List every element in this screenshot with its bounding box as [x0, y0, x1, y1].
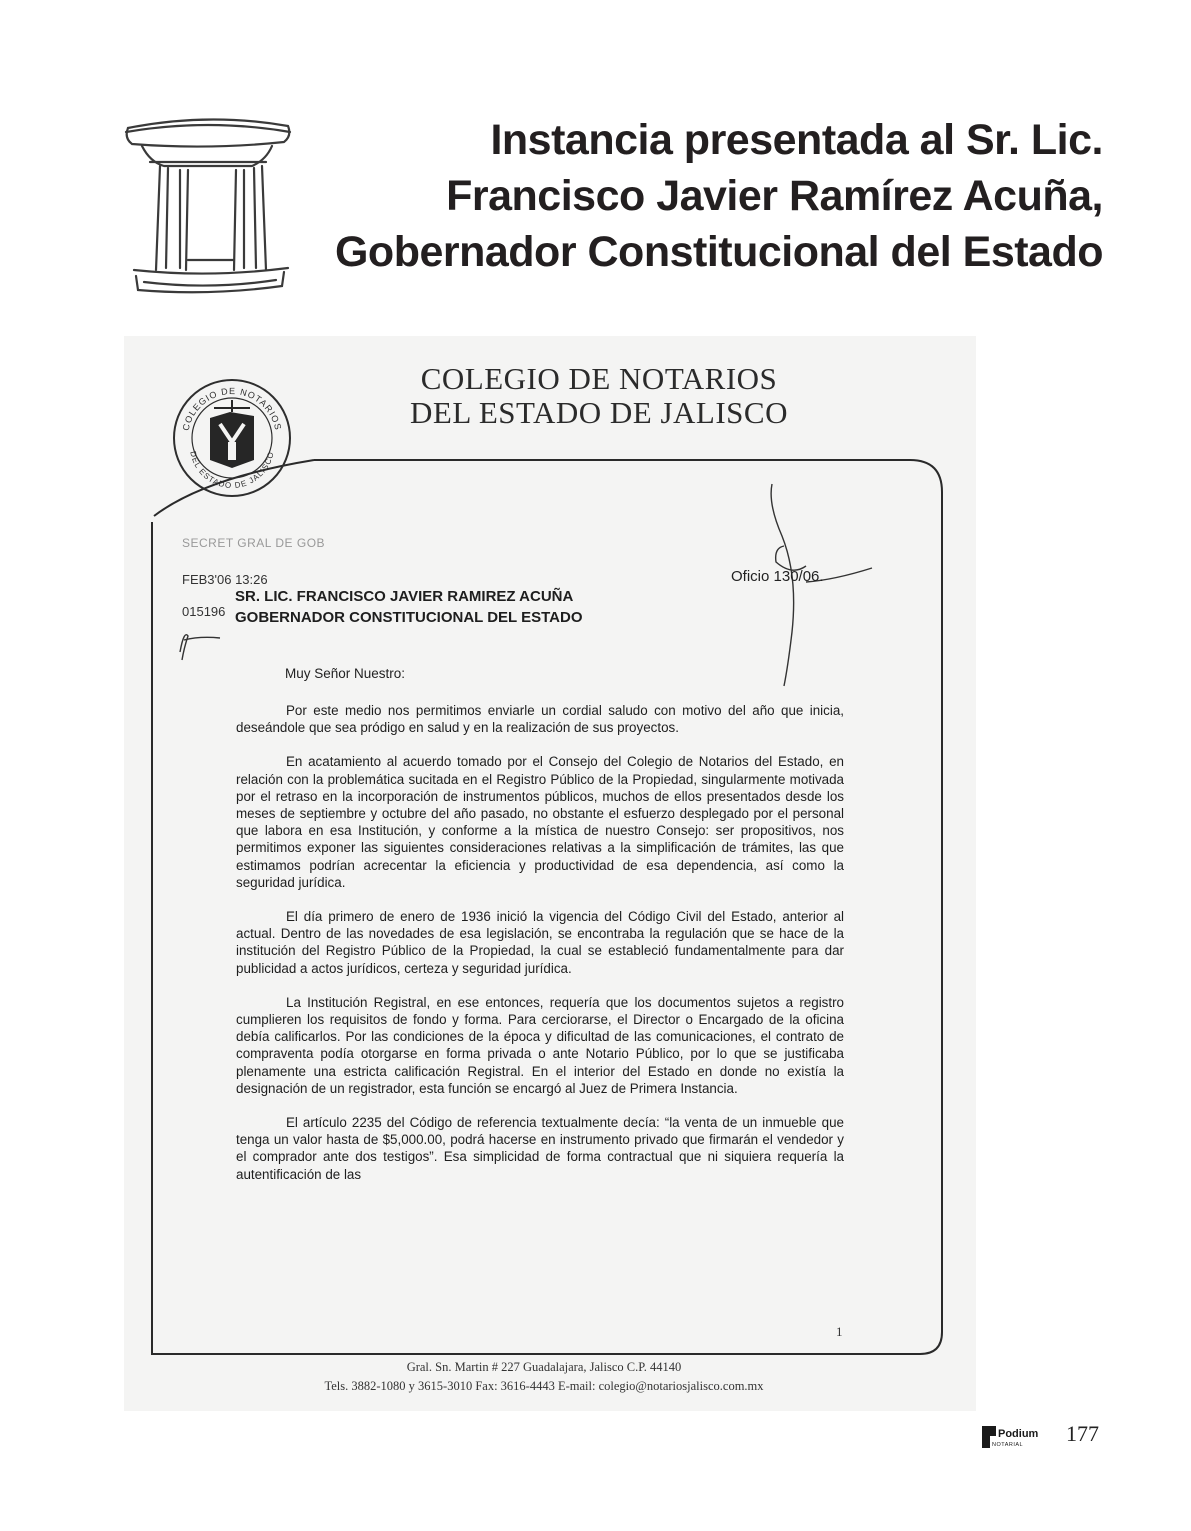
page-title [323, 112, 1103, 280]
letter-page-number: 1 [836, 1324, 843, 1339]
salutation: Muy Señor Nuestro: [285, 666, 406, 681]
signature-check [771, 484, 806, 686]
scanned-letter [124, 336, 976, 1411]
logo-text: Podium [998, 1428, 1039, 1440]
paragraph: El día primero de enero de 1936 inició la vigencia del Código Civil del Estado, anterior al actual. Dentro de las novedades de esa legislación, se encontraba la regulación que se hace de la institución del Registro Público de la Propiedad, la cual se estableció fundamentalmente para dar publicidad a actos jurídicos, certeza y seguridad jurídica. [236, 909, 844, 976]
seal-bottom-text: DEL ESTADO DE JALISCO [188, 450, 276, 491]
seal-top-text: COLEGIO DE NOTARIOS [180, 385, 284, 432]
letter-body [236, 702, 844, 1200]
page-number: 177 [1066, 1421, 1099, 1446]
letterhead-line-2: DEL ESTADO DE JALISCO [410, 395, 788, 430]
stamp-office: SECRET GRAL DE GOB [182, 536, 326, 550]
title-line-2: Francisco Javier Ramírez Acuña, [446, 172, 1103, 220]
recipient-title: GOBERNADOR CONSTITUCIONAL DEL ESTADO [235, 609, 583, 626]
address-line-1: Gral. Sn. Martin # 227 Guadalajara, Jalisco C.P. 44140 [406, 1360, 682, 1374]
paragraph: Por este medio nos permitimos enviarle un cordial saludo con motivo del año que inicia, deseándole que sea pródigo en salud y en la realización de sus proyectos. [236, 703, 844, 736]
stamp-number: 015196 [182, 604, 226, 619]
letterhead [374, 362, 824, 430]
oficio-number: Oficio 130/06. [731, 568, 824, 585]
notary-seal-icon [170, 376, 294, 500]
stamp-datetime: FEB3'06 13:26 [182, 572, 268, 587]
podium-notarial-logo [982, 1426, 1039, 1448]
recipient-block [235, 586, 583, 628]
logo-subtext: NOTARIAL [992, 1442, 1024, 1448]
recipient-name: SR. LIC. FRANCISCO JAVIER RAMIREZ ACUÑA [235, 588, 574, 605]
paragraph: La Institución Registral, en ese entonces, requería que los documentos sujetos a registro cumplieren los requisitos de fondo y forma. Para cerciorarse, el Director o Encargado de la oficina debía calificarlos. Por las condiciones de la época y dificultad de las comunicaciones, el contrato de compraventa podía otorgarse en forma privada o ante Notario Público, por lo que se justificaba plenamente una estricta calificación Registral. En el interior del Estado en donde no existía la designación de un registrador, esta función se encargó al Juez de Primera Instancia. [236, 994, 844, 1096]
address-line-2: Tels. 3882-1080 y 3615-3010 Fax: 3616-4443 E-mail: colegio@notariosjalisco.com.mx [324, 1379, 764, 1393]
title-line-3: Gobernador Constitucional del Estado [334, 228, 1103, 276]
title-line-1: Instancia presentada al Sr. Lic. [490, 116, 1103, 164]
letterhead-line-1: COLEGIO DE NOTARIOS [420, 361, 778, 396]
paragraph: El artículo 2235 del Código de referencia textualmente decía: “la venta de un inmueble que tenga un valor hasta de $5,000.00, podrá hacerse en instrumento privado que firmarán el vendedor y el comprador ante dos testigos”. Esa simplicidad de forma contractual que ni siquiera requería la autentificación de las [236, 1115, 844, 1182]
initials-mark [180, 635, 220, 660]
paragraph: En acatamiento al acuerdo tomado por el Consejo del Colegio de Notarios del Estado, en relación con la problemática sucitada en el Registro Público de la Propiedad, singularmente motivada por el retraso en la incorporación de instrumentos públicos, muchos de ellos presentados desde los meses de septiembre y octubre del año pasado, no obstante el esfuerzo desplegado por el personal que labora en esa Institución, y conforme a la mística de nuestro Consejo: ser propositivos, nos permitimos exponer las siguientes consideraciones relativas a la simplificación de trámites, las que estimamos podrían acrecentar la eficiencia y productividad de esa dependencia, así como la seguridad jurídica. [236, 754, 844, 890]
column-icon [120, 110, 295, 295]
